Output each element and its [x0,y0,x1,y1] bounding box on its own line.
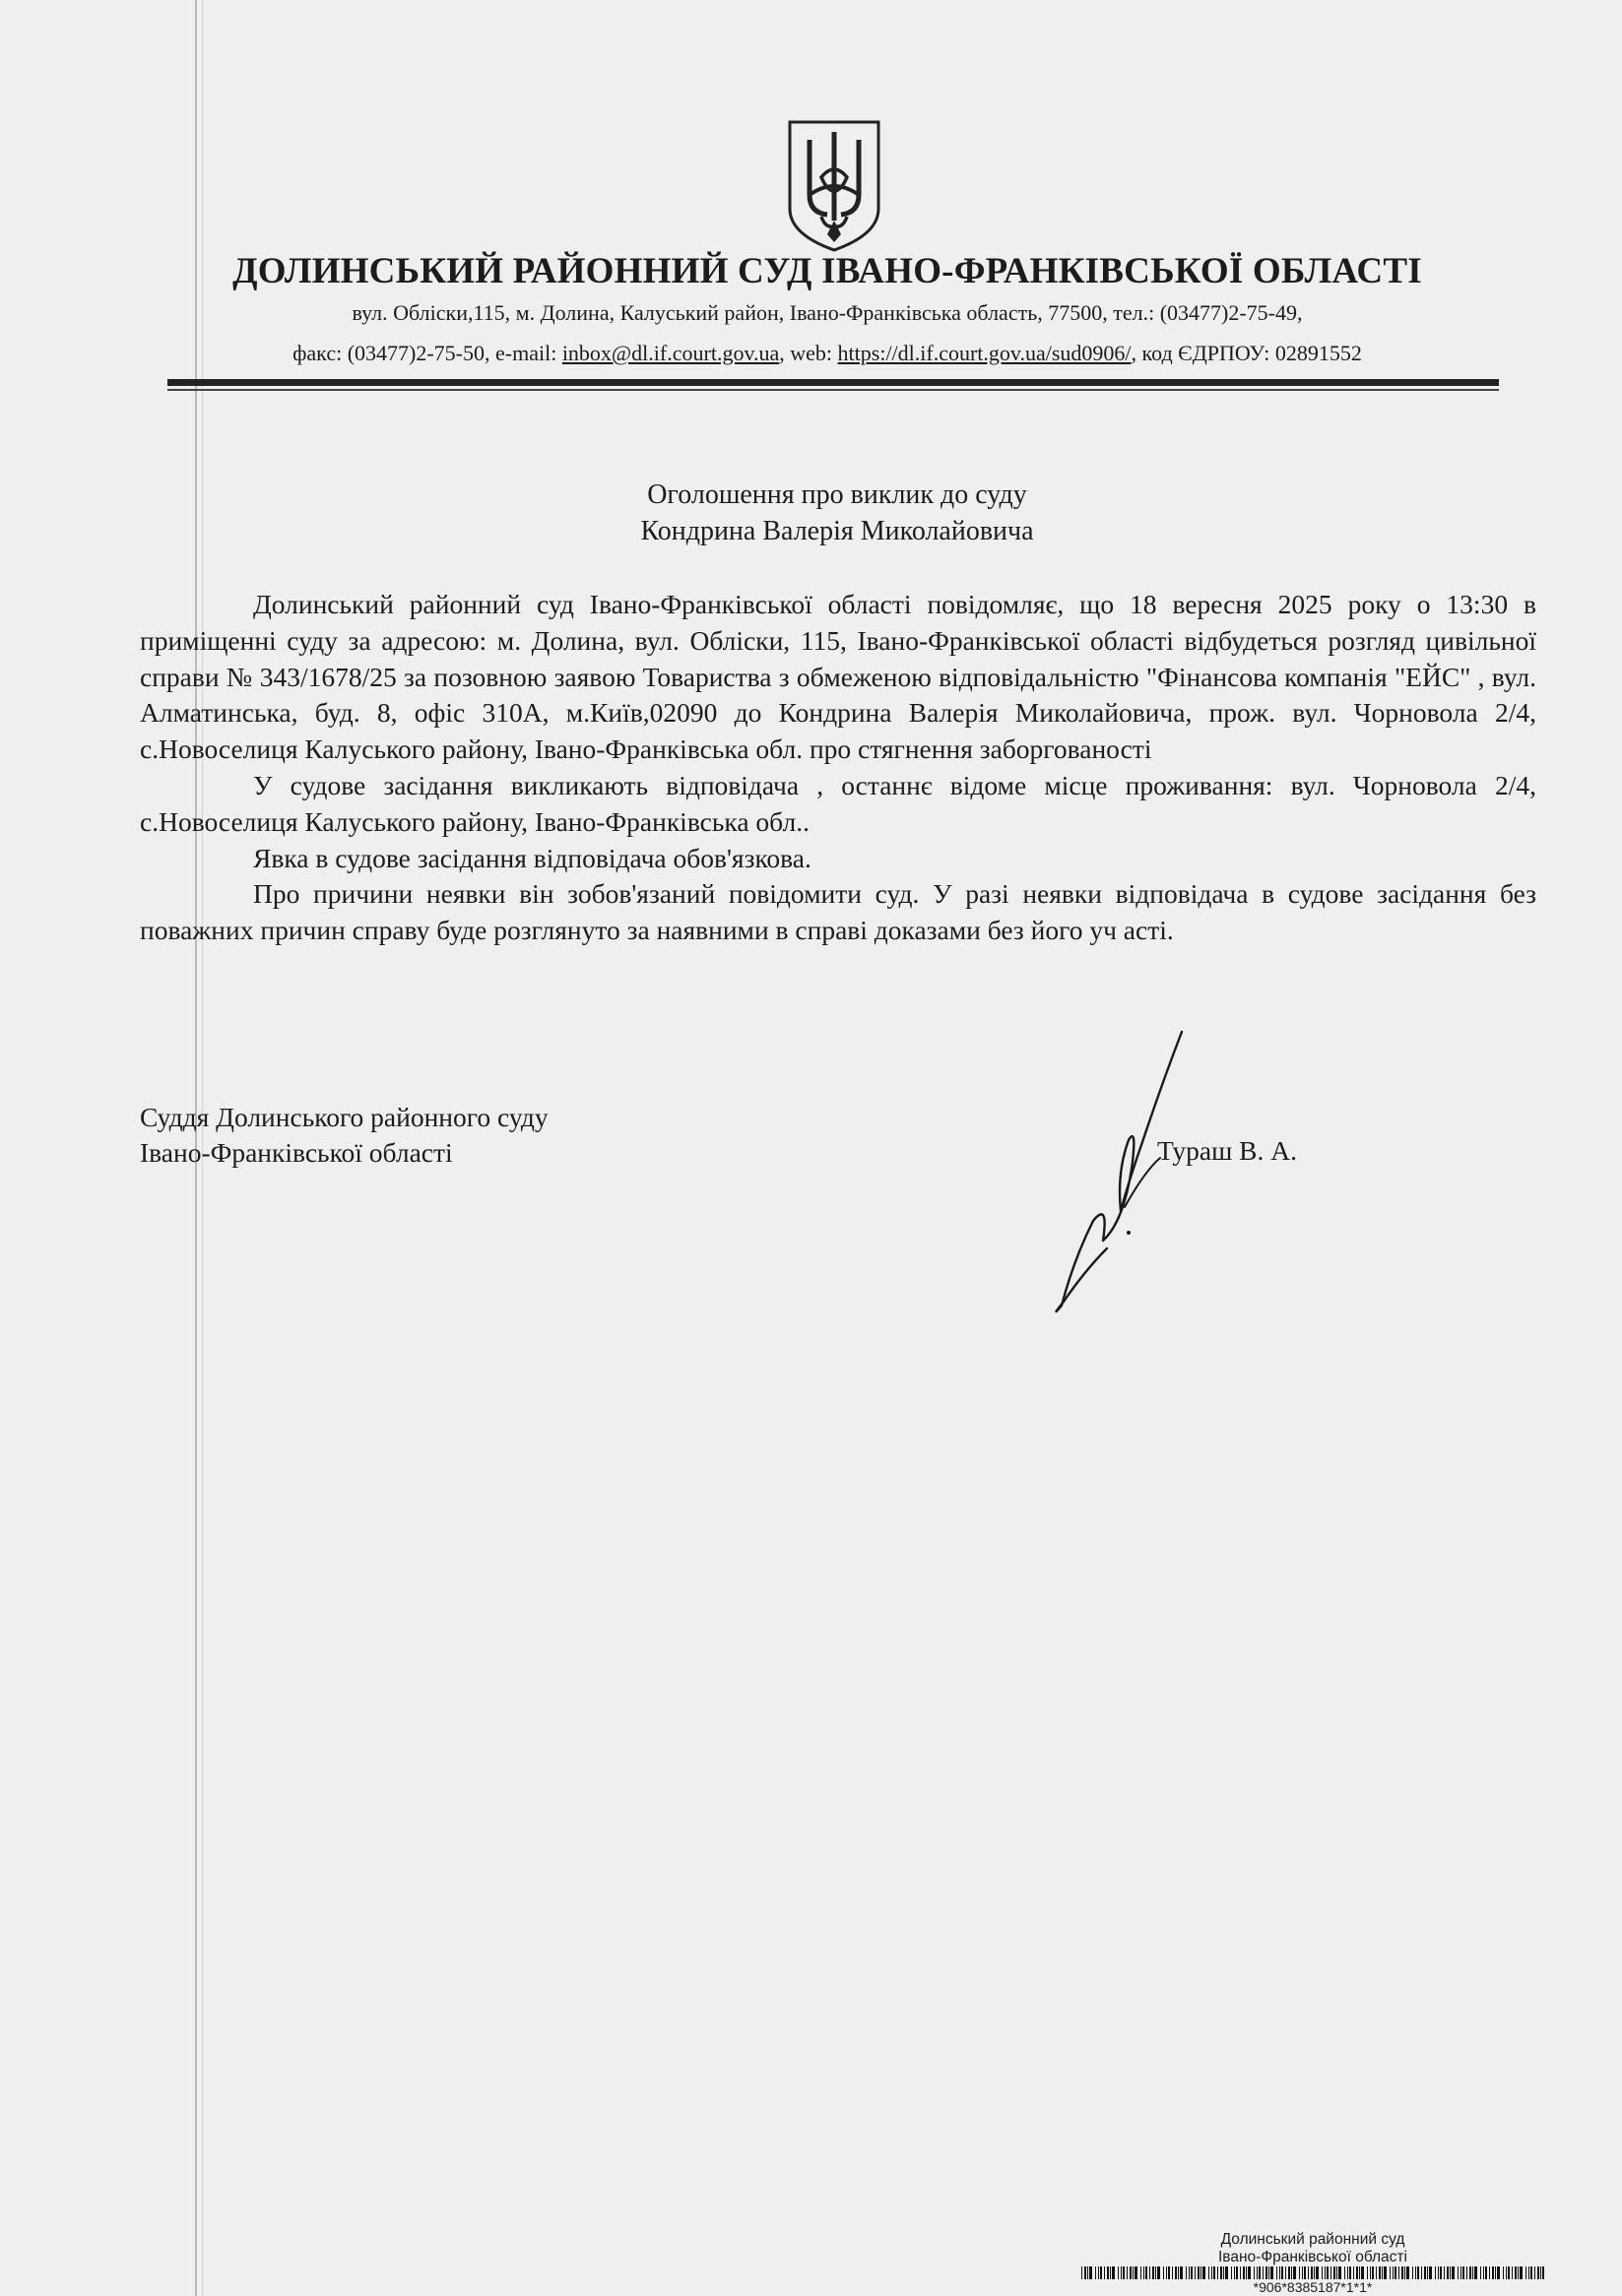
handwritten-signature [1034,1024,1211,1319]
judge-position-line: Івано-Франківської області [140,1137,453,1168]
stamp-line: Долинський районний суд [1220,2231,1405,2248]
fax-text: факс: (03477)2-75-50, e-mail: [292,341,562,365]
judge-name: Тураш В. А. [1157,1135,1298,1166]
judge-position [140,1100,549,1171]
court-title: ДОЛИНСЬКИЙ РАЙОННИЙ СУД ІВАНО-ФРАНКІВСЬКОЇ ОБЛАСТІ [232,251,1422,291]
barcode-number: *906*8385187*1*1* [1253,2279,1373,2295]
ukraine-coat-of-arms-icon [786,118,882,254]
court-contacts [148,341,1507,366]
notice-person: Кондрина Валерія Миколайовича [640,516,1034,546]
notice-body [140,587,1536,949]
judge-position-line: Суддя Долинського районного суду [140,1102,549,1132]
header-divider-thin [167,389,1499,391]
body-paragraph: У судове засідання викликають відповідача , останнє відоме місце проживання: вул. Чорновола 2/4, с.Новоселиця Калуського району, Івано-Франківська обл.. [140,769,1536,837]
email-link[interactable]: inbox@dl.if.court.gov.ua [561,341,780,365]
registry-stamp [1081,2231,1544,2266]
body-paragraph: Долинський районний суд Івано-Франківської області повідомляє, що 18 вересня 2025 року о 13:30 в приміщенні суду за адресою: м. Долина, вул. Обліски, 115, Івано-Франківської області відбудеться розгляд цивільної справи № 343/1678/25 за позовною заявою Товариства з обмеженою відповідальністю "Фінансова компанія "ЕЙС" , вул. Алматинська, буд. 8, офіс 310А, м.Київ,02090 до Кондрина Валерія Миколайовича, прож. вул. Чорновола 2/4, с.Новоселиця Калуського району, Івано-Франківська обл. про стягнення заборгованості [140,589,1536,765]
stamp-line: Івано-Франківської області [1218,2249,1407,2265]
header-divider [167,379,1499,386]
edrpou-text: , код ЄДРПОУ: 02891552 [1131,341,1362,365]
web-prefix-text: , web: [779,341,838,365]
barcode [1081,2266,1544,2279]
body-paragraph: Про причини неявки він зобов'язаний повідомити суд. У разі неявки відповідача в судове засідання без поважних причин справу буде розглянуто за наявними в справі доказами без його уч асті. [140,878,1536,946]
body-paragraph: Явка в судове засідання відповідача обов'язкова. [253,842,811,873]
court-address: вул. Обліски,115, м. Долина, Калуський район, Івано-Франківська область, 77500, тел.: (03477)2-75-49, [352,300,1303,325]
website-link[interactable]: https://dl.if.court.gov.ua/sud0906/ [837,341,1132,365]
notice-title: Оголошення про виклик до суду [647,479,1027,510]
